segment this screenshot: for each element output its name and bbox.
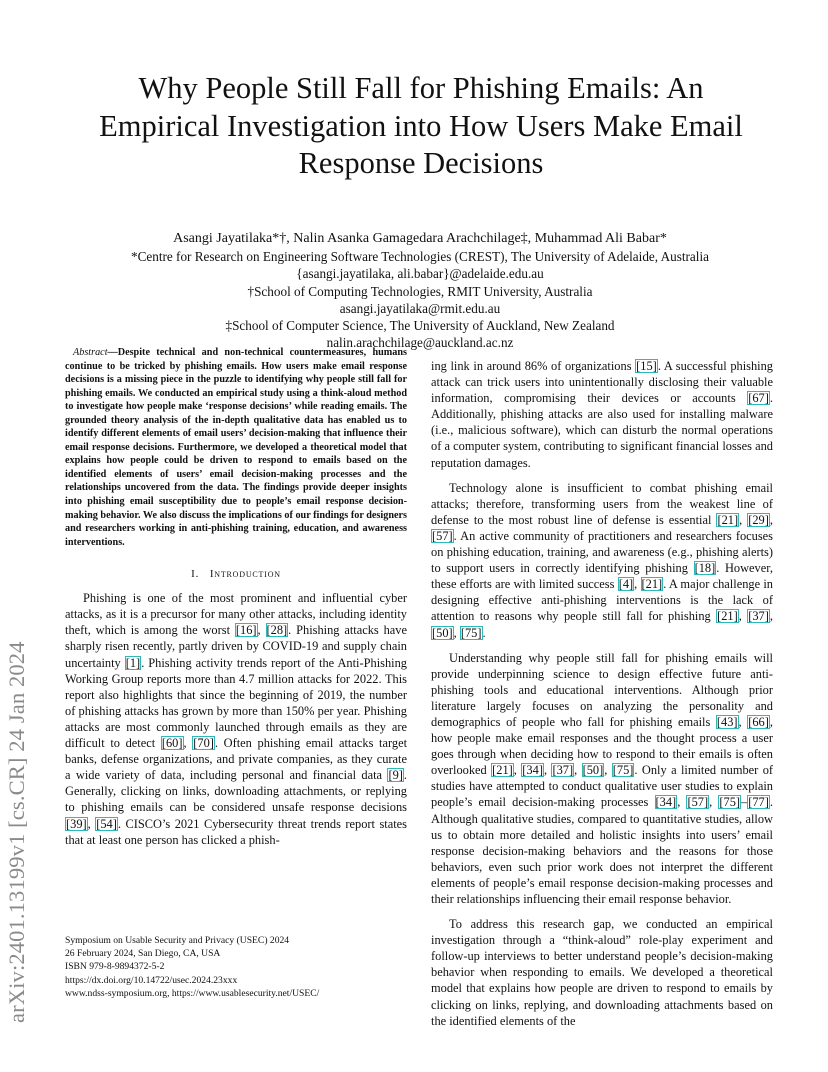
section-number: I. [191, 568, 200, 581]
right-column [431, 358, 773, 1038]
email-rmit: asangi.jayatilaka@rmit.edu.au [339, 300, 501, 316]
abstract-label: Abstract [73, 347, 108, 358]
author-block [80, 229, 760, 352]
email-auckland: nalin.arachchilage@auckland.ac.nz [326, 335, 514, 351]
paragraph-text: , [513, 763, 522, 778]
paragraph-text: . An active community of practitioners and researchers focuses on phishing education, training, and awareness (e.g., phishing alerts) to support users in correctly identifying phishing [431, 528, 773, 576]
paragraph-text: . Phishing attacks have sharply risen recently, partly driven by COVID-19 and supply chain uncertainty [65, 623, 407, 670]
citation-link[interactable]: [21] [492, 763, 513, 778]
paragraph-text: Phishing is one of the most prominent and influential cyber attacks, as it is a precursor for many other attacks, including identity theft, which is among the worst [65, 591, 407, 638]
body-paragraph [431, 480, 773, 641]
paragraph-text: . Only a limited number of studies have attempted to conduct qualitative user studies to explain people’s email decision-making processes [431, 763, 774, 810]
paragraph-text: Understanding why people still fall for phishing emails will provide underpinning science to design effective future anti-phishing tools and educational interventions. Although prior literature largely focuses on analyzing the personality and demographics of people who fall for phishing emails [431, 650, 773, 729]
citation-link[interactable]: [57] [432, 528, 453, 543]
body-paragraph [431, 358, 773, 471]
citation-link[interactable]: [50] [432, 625, 453, 640]
right-body-text [431, 358, 773, 1029]
citation-link[interactable]: [9] [388, 768, 403, 783]
section-title: Introduction [209, 568, 281, 581]
body-paragraph [65, 590, 407, 848]
footnote-venue: Symposium on Usable Security and Privacy (USEC) 2024 [65, 935, 290, 946]
paragraph-text: , [453, 625, 460, 640]
citation-link[interactable]: [77] [748, 795, 769, 810]
paragraph-text: . Phishing activity trends report of the Anti-Phishing Working Group reports more than 4.7 million attacks for 2022. This report also highlights that since the beginning of 2019, the number of phishing attacks has grown by more than 150% per year. Phishing attacks are most commonly launched through emails as they are difficult to detect [65, 655, 407, 751]
citation-link[interactable]: [21] [641, 577, 663, 592]
left-column [65, 346, 407, 857]
citation-link[interactable]: [37] [748, 609, 769, 624]
citation-link[interactable]: [29] [748, 512, 769, 527]
citation-link[interactable]: [39] [66, 816, 87, 831]
paragraph-text: ing link in around 86% of organizations [431, 359, 636, 373]
paragraph-text: , [769, 609, 773, 624]
paper-title: Why People Still Fall for Phishing Emails: An Empirical Investigation into How Users Make Email Response Decisions [99, 71, 743, 180]
abstract-text: Despite technical and non-technical countermeasures, humans continue to be tricked by phishing emails. How users make email response decisions is a missing piece in the puzzle to identifying why people still fall for phishing emails. We conducted an empirical study using a think-aloud method to investigate how people make ‘response decisions’ while reading emails. The grounded theory analysis of the in-depth qualitative data has enabled us to identify different elements of email users’ decision-making that influence their email response decisions. Furthermore, we developed a theoretical model that explains how people could be driven to respond to emails based on the identified elements of users’ email decision-making processes and the relationships uncovered from the data. The findings provide deeper insights into phishing email susceptibility due to people’s email response decision-making behavior. We also discuss the implications of our findings for designers and researchers working in anti-phishing training, education, and awareness interventions. [65, 347, 407, 548]
paragraph-text: To address this research gap, we conducted an empirical investigation through a “think-aloud” role-play experiment and follow-up interviews to better understand people’s decision-making behavior when responding to emails. We developed a theoretical model that explains how people are driven to respond to emails by clicking on links, replying, and downloading attachments based on the identified elements of the [431, 917, 773, 1028]
citation-link[interactable]: [43] [716, 714, 738, 729]
affiliation-crest: *Centre for Research on Engineering Software Technologies (CREST), The University of Adelaide, Australia [131, 249, 709, 264]
citation-link[interactable]: [50] [582, 763, 604, 778]
abstract [65, 346, 407, 549]
paragraph-text: , [543, 763, 552, 778]
citation-link[interactable]: [66] [748, 714, 769, 729]
body-paragraph [431, 916, 773, 1029]
paragraph-text: , [739, 512, 748, 527]
paragraph-text: . Often phishing email attacks target banks, defense organizations, and private companies, as they curate a wide variety of data, including personal and financial data [65, 736, 408, 783]
paragraph-text: , [634, 577, 641, 592]
citation-link[interactable]: [54] [96, 816, 117, 831]
paragraph-text: , [738, 609, 748, 624]
citation-link[interactable]: [75] [719, 795, 741, 810]
left-body-text [65, 590, 407, 848]
citation-link[interactable]: [16] [235, 623, 257, 638]
email-adelaide: {asangi.jayatilaka, ali.babar}@adelaide.edu.au [296, 266, 544, 282]
paragraph-text: . Although qualitative studies, compared to quantitative studies, allow us to obtain more detailed and holistic insights into users’ email response decision-making behaviors and the reasons for those behaviors, even such prior work does not interpret the different elements of people’s email response decision-making processes and their relationships influencing their email response behavior. [431, 795, 773, 906]
paragraph-text: – [741, 795, 748, 810]
affiliation-rmit: †School of Computing Technologies, RMIT University, Australia [247, 283, 593, 299]
section-heading [65, 567, 407, 581]
citation-link[interactable]: [67] [748, 391, 769, 406]
paragraph-text: . A major challenge in designing effective anti-phishing interventions is the lack of attention to reasons why people still fall for phishing [431, 577, 774, 624]
citation-link[interactable]: [21] [717, 609, 738, 624]
citation-link[interactable]: [70] [193, 736, 214, 751]
citation-link[interactable]: [57] [687, 795, 709, 810]
footnote-urls[interactable]: www.ndss-symposium.org, https://www.usablesecurity.net/USEC/ [65, 987, 320, 999]
paragraph-text: . However, these efforts are with limited success [431, 561, 773, 592]
paragraph-text: , [604, 763, 612, 778]
paragraph-text: , [574, 763, 582, 778]
abstract-dash: — [107, 347, 118, 358]
paragraph-text: . A successful phishing attack can trick users into unintentionally disclosing their valuable information, compromising their devices or accounts [431, 359, 773, 406]
citation-link[interactable]: [75] [612, 763, 634, 778]
citation-link[interactable]: [15] [636, 359, 657, 373]
author-names: Asangi Jayatilaka*†, Nalin Asanka Gamagedara Arachchilage‡, Muhammad Ali Babar* [173, 231, 667, 246]
citation-link[interactable]: [18] [694, 561, 716, 576]
paragraph-text: , [709, 795, 719, 810]
paragraph-text: , how people make email responses and the thought process a user goes through when deciding how to respond to their emails is often overlooked [431, 714, 773, 778]
paragraph-text: Technology alone is insufficient to combat phishing email attacks; therefore, transforming users from the weakest line of defense to the most robust line of defense is essential [431, 480, 773, 527]
body-paragraph [431, 650, 773, 908]
affiliation-auckland: ‡School of Computer Science, The University of Auckland, New Zealand [225, 318, 615, 334]
citation-link[interactable]: [34] [522, 763, 543, 778]
paragraph-text: , [257, 623, 266, 638]
footnote-date-location: 26 February 2024, San Diego, CA, USA [65, 948, 221, 960]
paragraph-text: . CISCO’s 2021 Cybersecurity threat trends report states that at least one person has clicked a phish- [65, 816, 407, 847]
citation-link[interactable]: [37] [552, 763, 574, 778]
paragraph-text: , [183, 736, 193, 751]
citation-link[interactable]: [75] [460, 625, 482, 640]
citation-link[interactable]: [4] [618, 577, 634, 592]
footnote-doi[interactable]: https://dx.doi.org/10.14722/usec.2024.23xxx [65, 974, 238, 986]
paragraph-text: . Additionally, phishing attacks are also used for installing malware (i.e., malicious software), which can disturb the normal operations of a computer system, contributing to significant financial losses and reputation damages. [431, 391, 773, 470]
citation-link[interactable]: [28] [266, 623, 288, 638]
paragraph-text: , [769, 512, 773, 527]
paragraph-text: . [482, 625, 486, 640]
paragraph-text: , [738, 714, 748, 729]
citation-link[interactable]: [60] [161, 736, 183, 751]
paragraph-text: , [677, 795, 687, 810]
venue-footnote [65, 934, 410, 1000]
paragraph-text: . Generally, clicking on links, downloading attachments, or replying to phishing emails can be considered unsafe response decisions [65, 768, 407, 815]
footnote-isbn: ISBN 979-8-9894372-5-2 [65, 961, 165, 973]
paragraph-text: , [87, 816, 96, 831]
citation-link[interactable]: [21] [717, 512, 739, 527]
citation-link[interactable]: [1] [125, 655, 141, 670]
citation-link[interactable]: [34] [655, 795, 677, 810]
arxiv-identifier: arXiv:2401.13199v1 [cs.CR] 24 Jan 2024 [4, 641, 29, 1023]
